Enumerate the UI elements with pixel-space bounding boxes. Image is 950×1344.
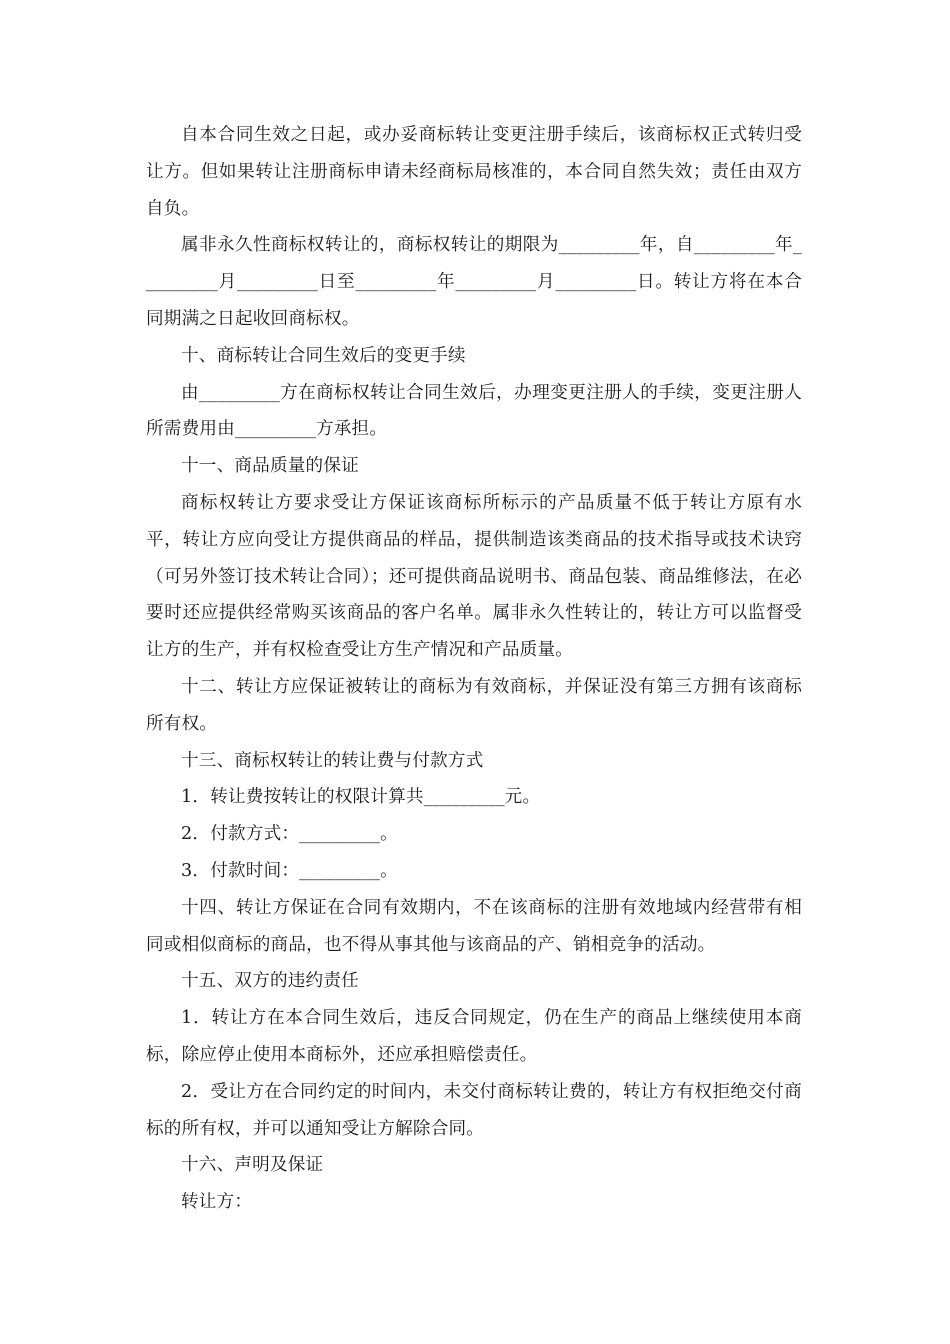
section-heading-13: 十三、商标权转让的转让费与付款方式	[181, 750, 484, 771]
section-heading-11: 十一、商品质量的保证	[181, 456, 359, 477]
paragraph-effective-transfer: 自本合同生效之日起，或办妥商标转让变更注册手续后，该商标权正式转归受让方。但如果转让注册商标申请未经商标局核准的，本合同自然失效；责任由双方自负。	[146, 125, 802, 219]
list-item-payment-time: 3．付款时间：_________。	[181, 860, 398, 881]
list-item-transferor-breach: 1．转让方在本合同生效后，违反合同规定，仍在生产的商品上继续使用本商标，除应停止使用本商标外，还应承担赔偿责任。	[146, 1008, 802, 1065]
paragraph-registration-change: 由_________方在商标权转让合同生效后，办理变更注册人的手续，变更注册人所需费用由_________方承担。	[146, 382, 802, 440]
section-heading-12: 十二、转让方应保证被转让的商标为有效商标，并保证没有第三方拥有该商标所有权。	[146, 676, 802, 734]
section-heading-16: 十六、声明及保证	[181, 1155, 324, 1176]
document-page	[146, 117, 802, 1221]
paragraph-non-permanent-term: 属非永久性商标权转让的，商标权转让的期限为_________年，自_________年_________月_________日至_________年_________月_________日。转让方将在本合同期满之日起收回商标权。	[146, 235, 802, 329]
section-heading-14: 十四、转让方保证在合同有效期内，不在该商标的注册有效地域内经营带有相同或相似商标的商品，也不得从事其他与该商品的产、销相竞争的活动。	[146, 897, 802, 955]
paragraph-quality-guarantee: 商标权转让方要求受让方保证该商标所标示的产品质量不低于转让方原有水平，转让方应向受让方提供商品的样品，提供制造该类商品的技术指导或技术诀窍（可另外签订技术转让合同）；还可提供商品说明书、商品包装、商品维修法，在必要时还应提供经常购买该商品的客户名单。属非永久性转让的，转让方可以监督受让方的生产，并有权检查受让方生产情况和产品质量。	[146, 492, 802, 661]
list-item-payment-method: 2．付款方式：_________。	[181, 824, 398, 845]
list-item-transfer-fee: 1．转让费按转让的权限计算共_________元。	[181, 787, 541, 808]
list-item-transferee-breach: 2．受让方在合同约定的时间内，未交付商标转让费的，转让方有权拒绝交付商标的所有权，并可以通知受让方解除合同。	[146, 1081, 802, 1139]
transferor-label: 转让方：	[181, 1192, 253, 1213]
section-heading-15: 十五、双方的违约责任	[181, 971, 359, 992]
section-heading-10: 十、商标转让合同生效后的变更手续	[181, 345, 466, 366]
